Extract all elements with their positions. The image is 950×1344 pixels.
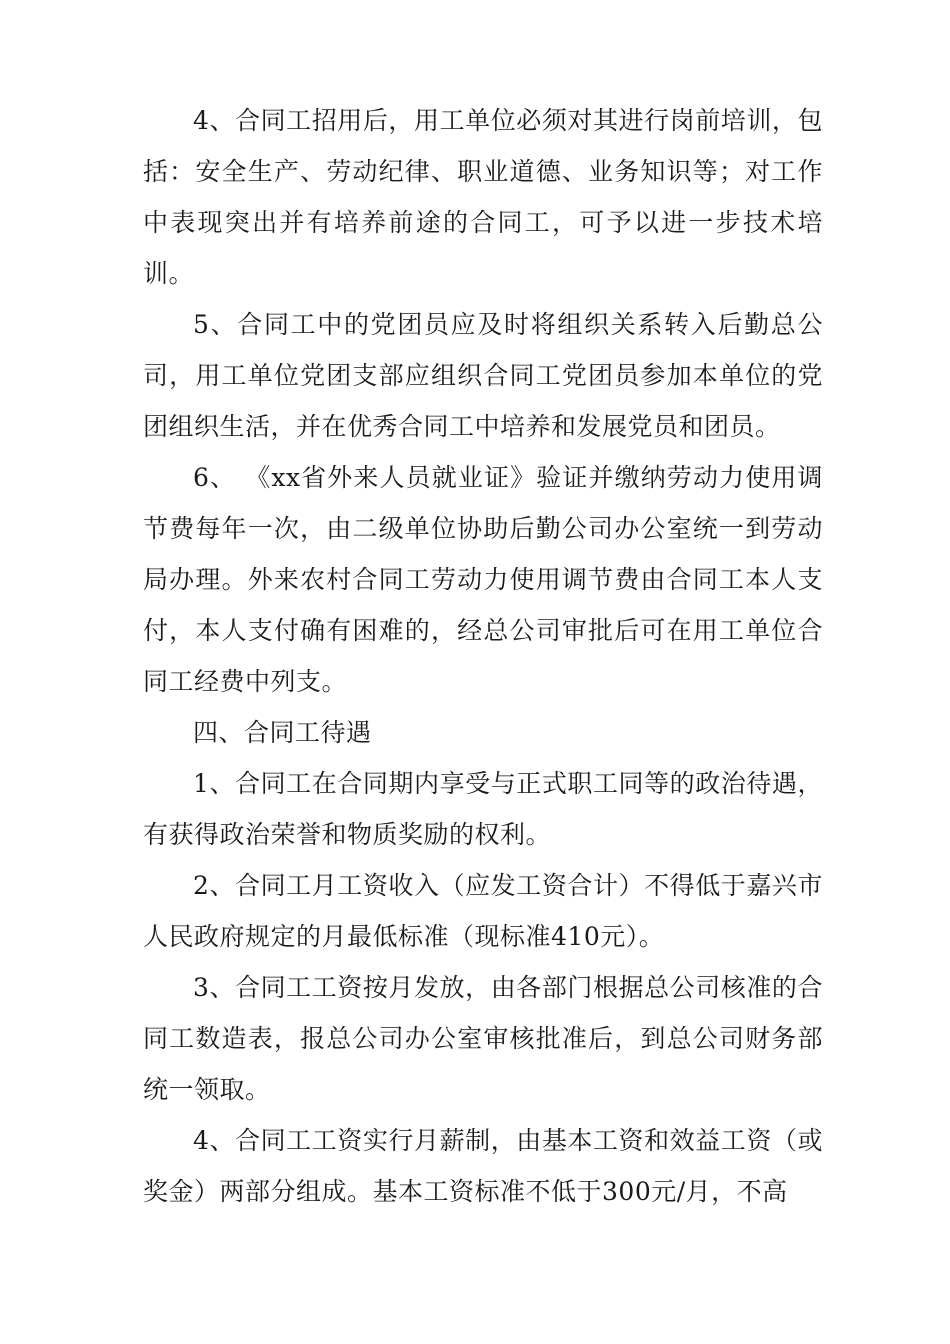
paragraph-salary-structure: 4、合同工工资实行月薪制，由基本工资和效益工资（或奖金）两部分组成。基本工资标准不低于300元/月，不高 (143, 1126, 823, 1206)
section-heading-treatment: 四、合同工待遇 (193, 718, 372, 747)
paragraph-political-treatment: 1、合同工在合同期内享受与正式职工同等的政治待遇，有获得政治荣誉和物质奖励的权利。 (143, 769, 823, 849)
paragraph-employment-permit: 6、 《xx省外来人员就业证》验证并缴纳劳动力使用调节费每年一次，由二级单位协助后勤公司办公室统一到劳动局办理。外来农村合同工劳动力使用调节费由合同工本人支付，本人支付确有困难的，经总公司审批后可在用工单位合同工经费中列支。 (143, 463, 823, 696)
paragraph-minimum-wage: 2、合同工月工资收入（应发工资合计）不得低于嘉兴市人民政府规定的月最低标准（现标准410元）。 (143, 871, 823, 951)
paragraph-wage-payment: 3、合同工工资按月发放，由各部门根据总公司核准的合同工数造表，报总公司办公室审核批准后，到总公司财务部统一领取。 (143, 973, 823, 1104)
paragraph-training: 4、合同工招用后，用工单位必须对其进行岗前培训，包括：安全生产、劳动纪律、职业道德、业务知识等；对工作中表现突出并有培养前途的合同工，可予以进一步技术培训。 (143, 106, 823, 288)
document-body (143, 95, 823, 1217)
paragraph-party-members: 5、合同工中的党团员应及时将组织关系转入后勤总公司，用工单位党团支部应组织合同工党团员参加本单位的党团组织生活，并在优秀合同工中培养和发展党员和团员。 (143, 310, 823, 441)
